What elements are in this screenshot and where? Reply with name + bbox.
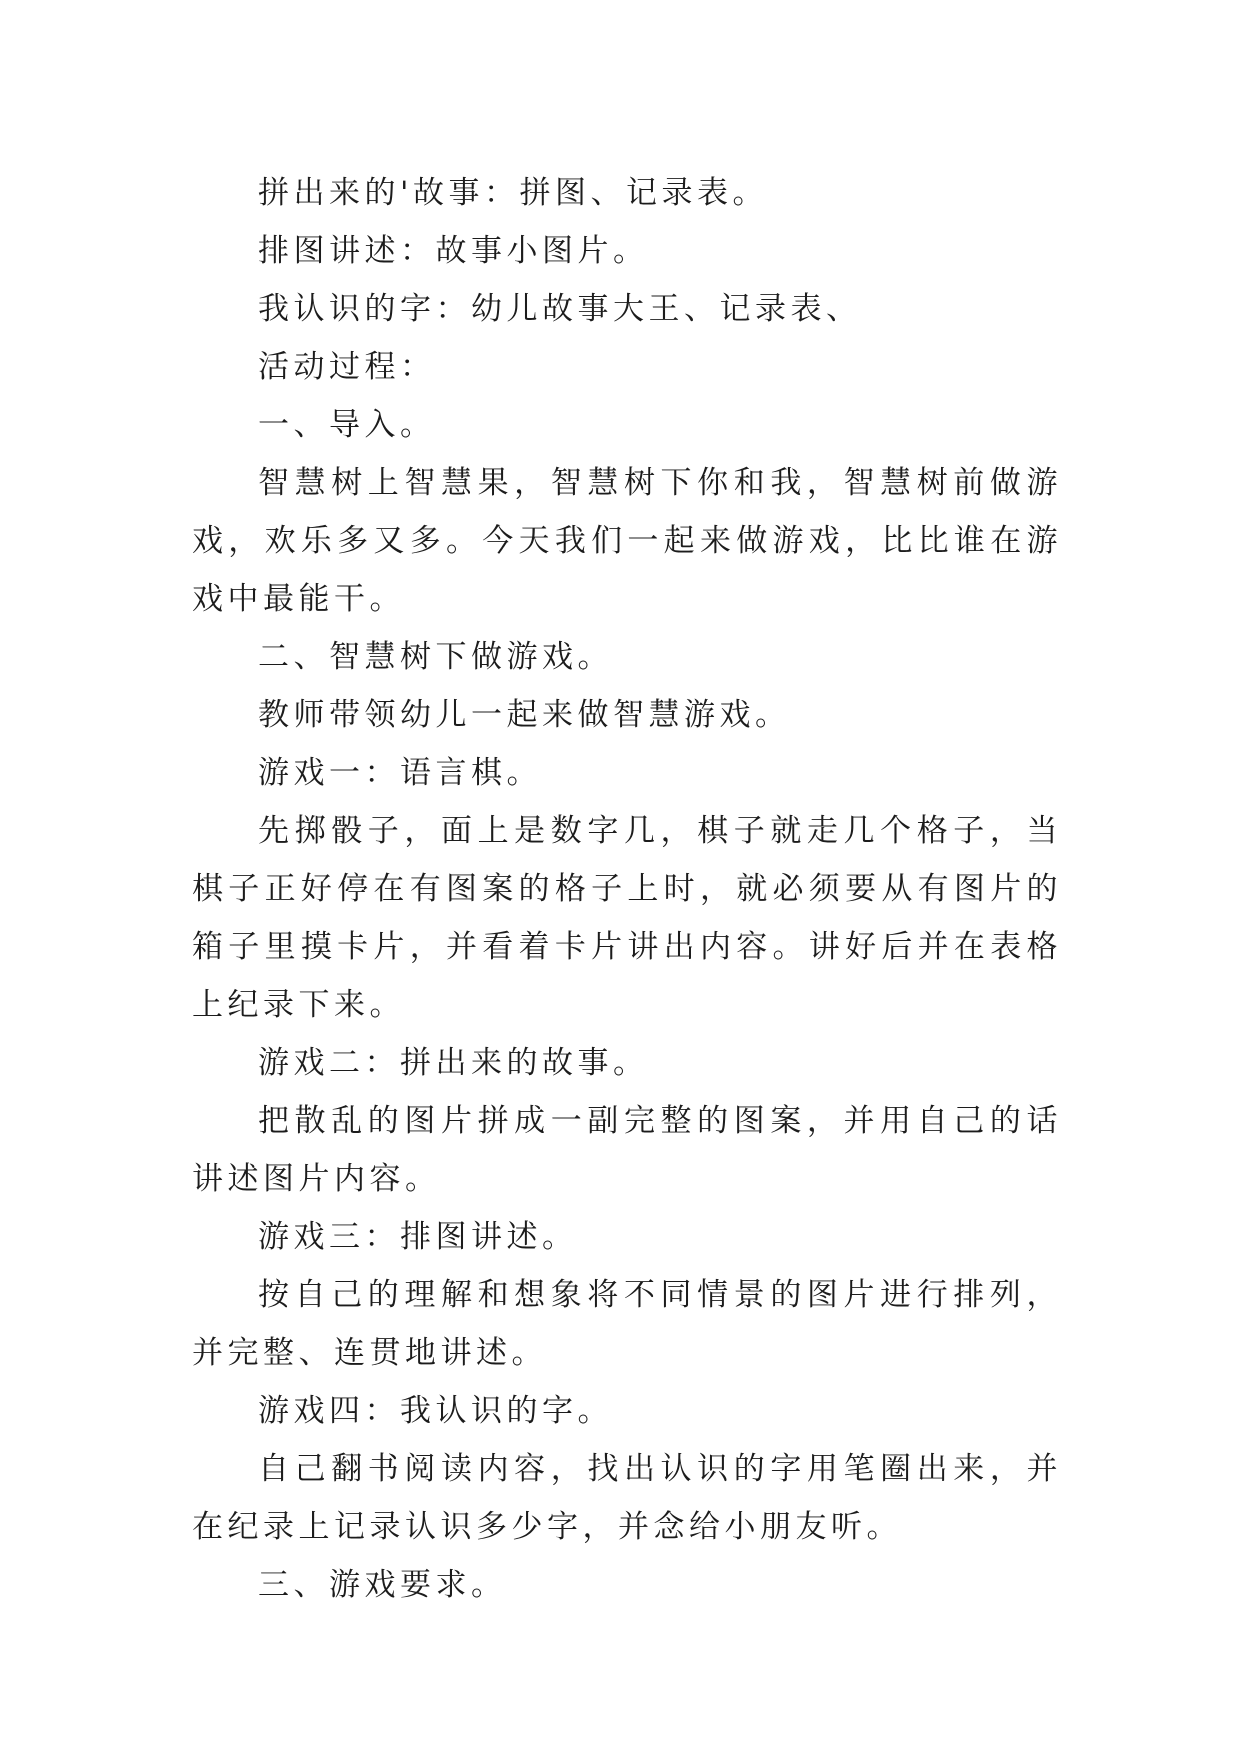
game-description-one: 先掷骰子，面上是数字几，棋子就走几个格子，当棋子正好停在有图案的格子上时，就必须要从有图片的箱子里摸卡片，并看着卡片讲出内容。讲好后并在表格上纪录下来。 (192, 813, 1062, 1023)
paragraph-materials-words: 我认识的字：幼儿故事大王、记录表、 (258, 291, 862, 327)
game-description-four: 自己翻书阅读内容，找出认识的字用笔圈出来，并在纪录上记录认识多少字，并念给小朋友听。 (192, 1451, 1062, 1545)
game-heading-two: 游戏二：拼出来的故事。 (258, 1045, 649, 1081)
paragraph-materials-puzzle: 拼出来的'故事：拼图、记录表。 (258, 175, 769, 211)
section-heading-games: 二、智慧树下做游戏。 (258, 639, 613, 675)
game-description-two: 把散乱的图片拼成一副完整的图案，并用自己的话讲述图片内容。 (192, 1103, 1062, 1197)
game-heading-one: 游戏一：语言棋。 (258, 755, 542, 791)
section-heading-activity-process: 活动过程： (258, 349, 436, 385)
game-heading-four: 游戏四：我认识的字。 (258, 1393, 613, 1429)
game-heading-three: 游戏三：排图讲述。 (258, 1219, 578, 1255)
paragraph-games-intro: 教师带领幼儿一起来做智慧游戏。 (258, 697, 791, 733)
section-heading-introduction: 一、导入。 (258, 407, 436, 443)
game-description-three: 按自己的理解和想象将不同情景的图片进行排列，并完整、连贯地讲述。 (192, 1277, 1062, 1371)
paragraph-introduction-rhyme: 智慧树上智慧果，智慧树下你和我，智慧树前做游戏，欢乐多又多。今天我们一起来做游戏，比比谁在游戏中最能干。 (192, 465, 1062, 617)
section-heading-game-requirements: 三、游戏要求。 (258, 1567, 507, 1603)
paragraph-materials-picture-story: 排图讲述：故事小图片。 (258, 233, 649, 269)
document-body (192, 164, 1062, 1614)
